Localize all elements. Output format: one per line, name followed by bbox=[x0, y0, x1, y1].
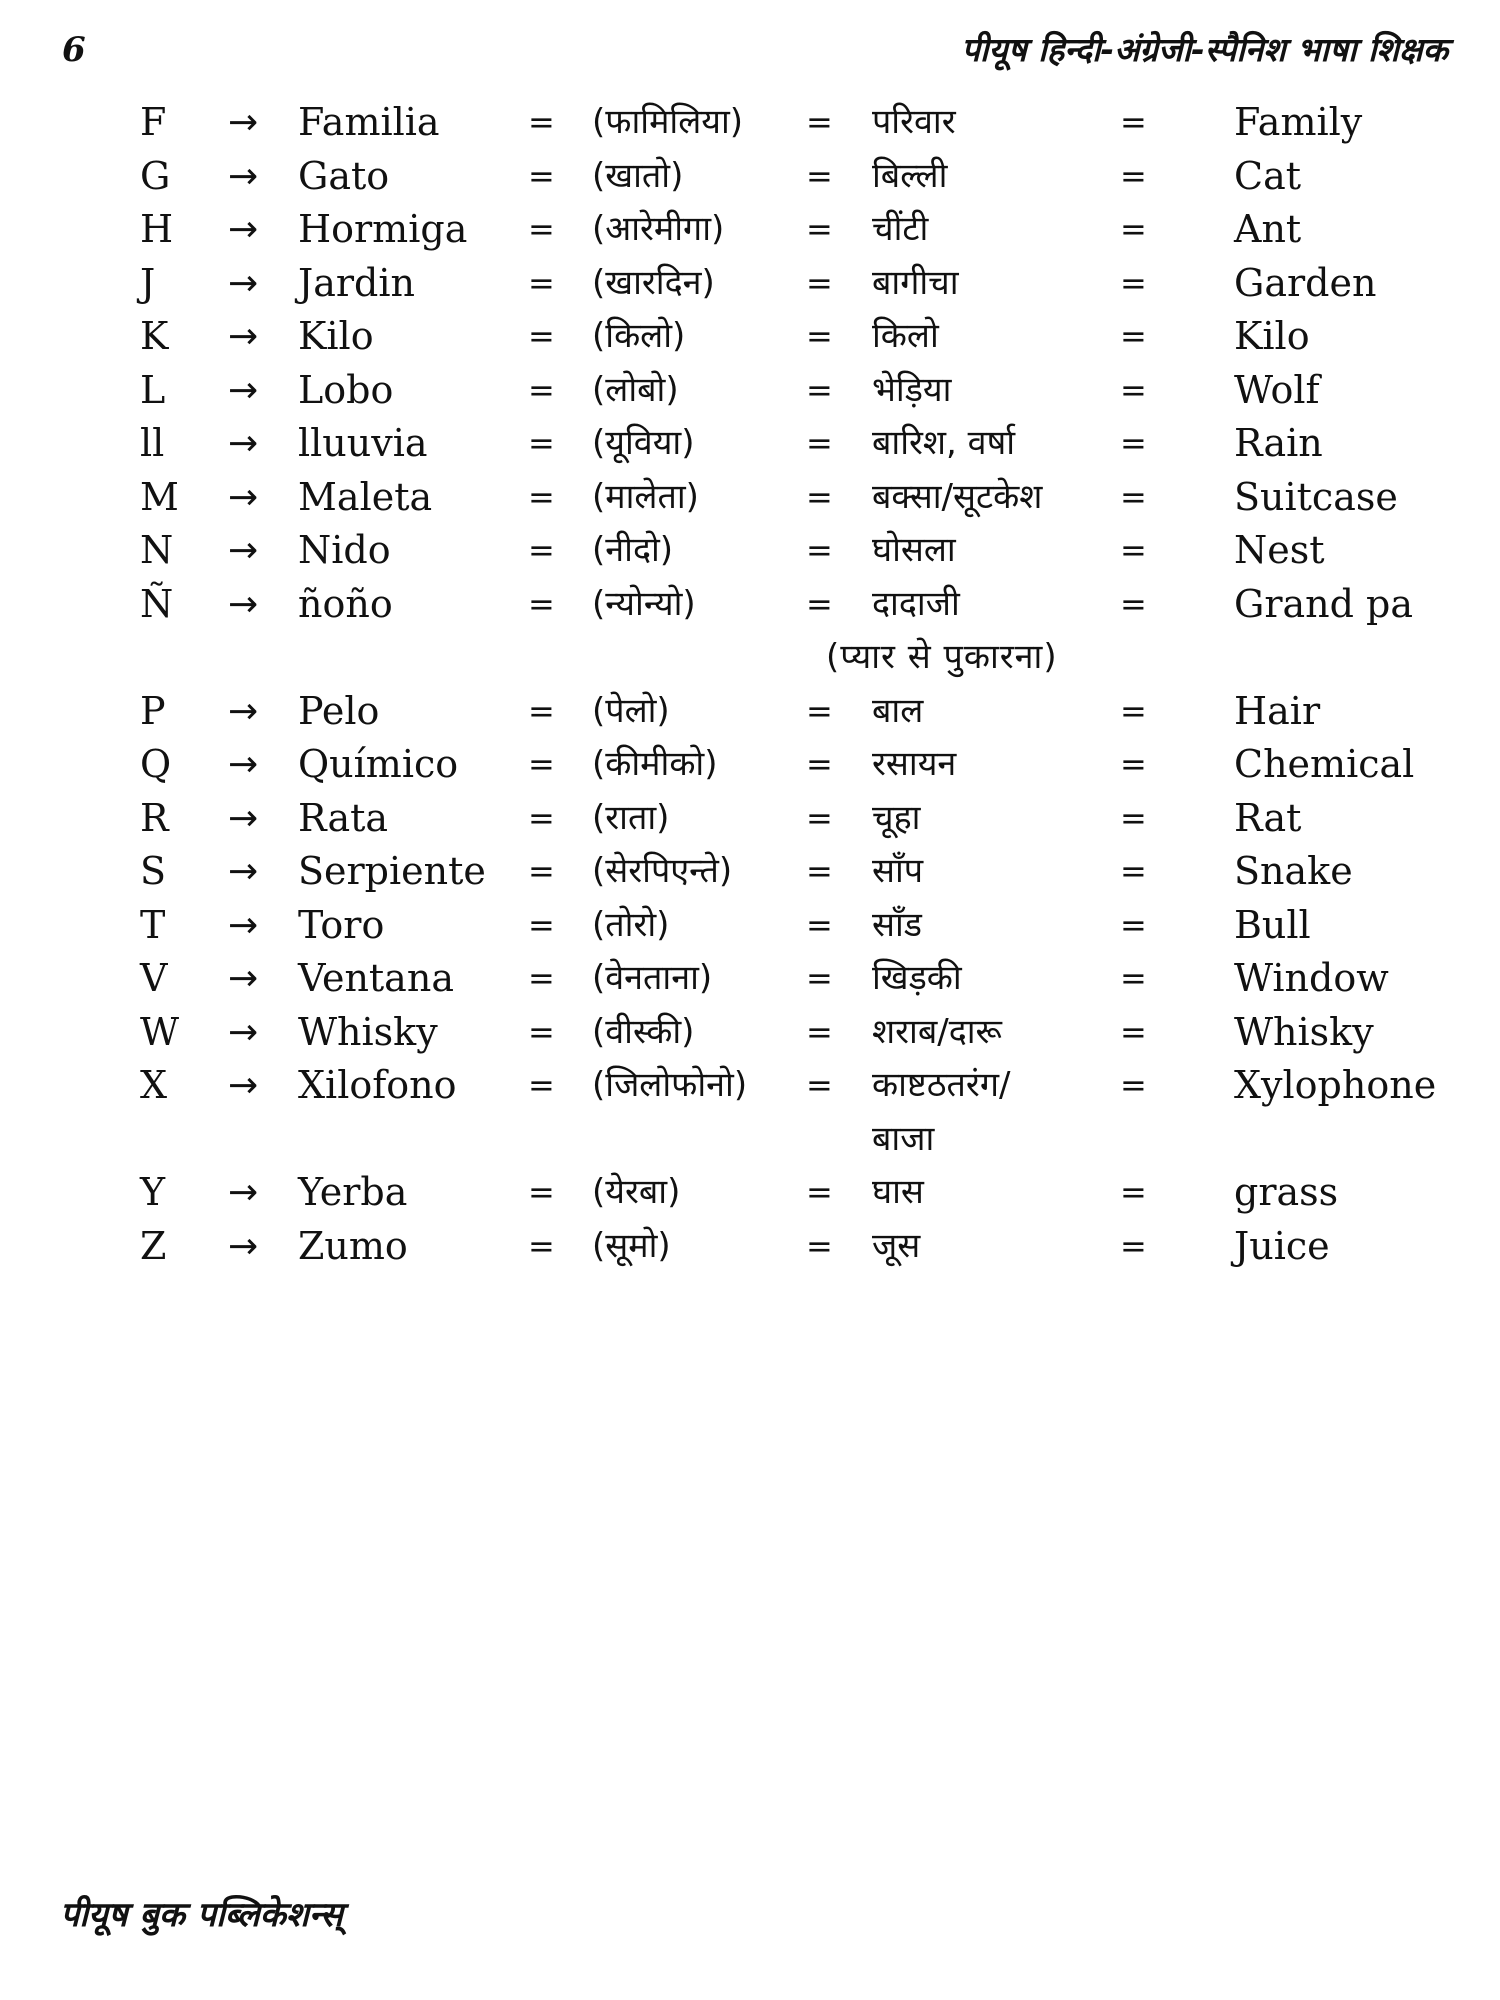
entry-letter: Z bbox=[140, 1223, 167, 1268]
hindi-meaning: परिवार bbox=[872, 102, 956, 142]
vocab-row-v bbox=[0, 952, 1500, 1006]
spanish-word: lluuvia bbox=[298, 421, 428, 465]
vocab-row-t bbox=[0, 899, 1500, 953]
hindi-meaning: किलो bbox=[872, 316, 939, 356]
pronunciation: (वेनताना) bbox=[592, 958, 713, 998]
entry-letter: K bbox=[140, 314, 169, 358]
vocabulary-list bbox=[0, 96, 1500, 1273]
usage-note: (प्यार से पुकारना) bbox=[826, 637, 1058, 677]
equals-sign: = bbox=[806, 424, 833, 462]
english-meaning: Kilo bbox=[1234, 314, 1310, 358]
vocab-row-r bbox=[0, 792, 1500, 846]
equals-sign: = bbox=[1120, 1012, 1147, 1051]
english-meaning: Hair bbox=[1234, 688, 1321, 733]
vocab-row-f bbox=[0, 96, 1500, 150]
equals-sign: = bbox=[528, 477, 555, 516]
pronunciation: (नीदो) bbox=[592, 530, 674, 570]
pronunciation: (पेलो) bbox=[592, 690, 670, 731]
arrow-icon: → bbox=[228, 744, 259, 785]
equals-sign: = bbox=[528, 370, 555, 409]
equals-sign: = bbox=[806, 317, 833, 355]
arrow-icon: → bbox=[228, 155, 259, 197]
equals-sign: = bbox=[528, 584, 555, 623]
equals-sign: = bbox=[806, 103, 833, 141]
entry-letter: G bbox=[140, 153, 171, 198]
spanish-word: Serpiente bbox=[298, 849, 486, 893]
pronunciation: (फामिलिया) bbox=[592, 102, 744, 142]
entry-letter: P bbox=[140, 688, 166, 733]
vocab-row-k bbox=[0, 310, 1500, 364]
arrow-icon: → bbox=[228, 1172, 259, 1213]
equals-sign: = bbox=[528, 1226, 555, 1265]
spanish-word: Lobo bbox=[298, 367, 394, 412]
equals-sign: = bbox=[528, 905, 555, 944]
equals-sign: = bbox=[528, 852, 555, 890]
equals-sign: = bbox=[528, 103, 555, 141]
arrow-icon: → bbox=[228, 369, 259, 411]
equals-sign: = bbox=[806, 798, 833, 837]
equals-sign: = bbox=[1120, 156, 1147, 195]
pronunciation: (जिलोफोनो) bbox=[592, 1065, 748, 1105]
hindi-meaning: खिड़की bbox=[872, 958, 962, 998]
hindi-meaning: भेड़िया bbox=[872, 369, 952, 410]
english-meaning: Grand pa bbox=[1234, 581, 1414, 626]
equals-sign: = bbox=[806, 370, 833, 409]
english-meaning: Snake bbox=[1234, 849, 1353, 893]
equals-sign: = bbox=[528, 1012, 555, 1051]
hindi-meaning: बारिश, वर्षा bbox=[872, 423, 1016, 463]
equals-sign: = bbox=[1120, 317, 1147, 355]
pronunciation: (कीमीको) bbox=[592, 744, 718, 784]
entry-letter: Q bbox=[140, 742, 172, 786]
arrow-icon: → bbox=[228, 1011, 259, 1053]
pronunciation: (न्योन्यो) bbox=[592, 583, 696, 624]
equals-sign: = bbox=[528, 263, 555, 302]
hindi-meaning: दादाजी bbox=[872, 583, 960, 624]
english-meaning: Nest bbox=[1234, 528, 1325, 572]
entry-letter: ll bbox=[140, 421, 165, 465]
pronunciation: (खातो) bbox=[592, 155, 684, 196]
equals-sign: = bbox=[528, 745, 555, 783]
equals-sign: = bbox=[528, 1173, 555, 1211]
equals-sign: = bbox=[528, 959, 555, 997]
vocab-row-l bbox=[0, 364, 1500, 418]
spanish-word: Zumo bbox=[298, 1223, 408, 1268]
entry-letter: L bbox=[140, 367, 166, 412]
english-meaning: Suitcase bbox=[1234, 474, 1398, 519]
equals-sign: = bbox=[528, 210, 555, 248]
equals-sign: = bbox=[1120, 477, 1147, 516]
hindi-meaning: घोसला bbox=[872, 530, 956, 570]
entry-letter: H bbox=[140, 207, 174, 251]
equals-sign: = bbox=[806, 263, 833, 302]
english-meaning: Ant bbox=[1234, 207, 1302, 251]
arrow-icon: → bbox=[228, 690, 259, 732]
equals-sign: = bbox=[806, 1066, 833, 1104]
hindi-meaning-continuation: बाजा bbox=[872, 1118, 935, 1159]
equals-sign: = bbox=[1120, 210, 1147, 248]
vocab-row-q bbox=[0, 738, 1500, 792]
english-meaning: Whisky bbox=[1234, 1009, 1374, 1054]
vocab-row-p bbox=[0, 685, 1500, 739]
equals-sign: = bbox=[806, 1173, 833, 1211]
spanish-word: Rata bbox=[298, 795, 389, 840]
hindi-meaning: घास bbox=[872, 1172, 924, 1212]
hindi-meaning: चूहा bbox=[872, 797, 921, 838]
grandpa-note-row bbox=[0, 631, 1500, 685]
spanish-word: ñoño bbox=[298, 581, 393, 626]
pronunciation: (लोबो) bbox=[592, 369, 679, 410]
spanish-word: Maleta bbox=[298, 474, 433, 519]
entry-letter: V bbox=[140, 956, 168, 1000]
spanish-word: Jardin bbox=[298, 260, 416, 305]
spanish-word: Químico bbox=[298, 742, 459, 786]
arrow-icon: → bbox=[228, 476, 259, 518]
spanish-word: Yerba bbox=[298, 1170, 408, 1214]
pronunciation: (तोरो) bbox=[592, 904, 670, 945]
pronunciation: (सूमो) bbox=[592, 1225, 671, 1266]
pronunciation: (खारदिन) bbox=[592, 262, 715, 303]
equals-sign: = bbox=[1120, 745, 1147, 783]
hindi-meaning: बक्सा/सूटकेश bbox=[872, 476, 1043, 517]
equals-sign: = bbox=[1120, 424, 1147, 462]
equals-sign: = bbox=[1120, 1226, 1147, 1265]
equals-sign: = bbox=[806, 156, 833, 195]
pronunciation: (राता) bbox=[592, 797, 670, 838]
arrow-icon: → bbox=[228, 1225, 259, 1267]
equals-sign: = bbox=[528, 691, 555, 730]
arrow-icon: → bbox=[228, 958, 259, 999]
vocab-row-m bbox=[0, 471, 1500, 525]
pronunciation: (येरबा) bbox=[592, 1172, 681, 1212]
equals-sign: = bbox=[806, 691, 833, 730]
spanish-word: Pelo bbox=[298, 688, 380, 733]
vocab-row-h bbox=[0, 203, 1500, 257]
spanish-word: Whisky bbox=[298, 1009, 438, 1054]
xylophone-continuation-row bbox=[0, 1113, 1500, 1167]
vocab-row-n bbox=[0, 524, 1500, 578]
vocab-row-ll bbox=[0, 417, 1500, 471]
equals-sign: = bbox=[528, 1066, 555, 1104]
equals-sign: = bbox=[1120, 1173, 1147, 1211]
equals-sign: = bbox=[806, 905, 833, 944]
entry-letter: T bbox=[140, 902, 166, 947]
spanish-word: Kilo bbox=[298, 314, 374, 358]
hindi-meaning: रसायन bbox=[872, 744, 957, 784]
pronunciation: (किलो) bbox=[592, 316, 686, 356]
arrow-icon: → bbox=[228, 102, 259, 143]
hindi-meaning: साँप bbox=[872, 851, 924, 891]
equals-sign: = bbox=[528, 424, 555, 462]
equals-sign: = bbox=[806, 852, 833, 890]
arrow-icon: → bbox=[228, 583, 259, 625]
pronunciation: (यूविया) bbox=[592, 423, 695, 463]
equals-sign: = bbox=[528, 317, 555, 355]
vocab-row-g bbox=[0, 150, 1500, 204]
equals-sign: = bbox=[1120, 531, 1147, 569]
equals-sign: = bbox=[1120, 103, 1147, 141]
hindi-meaning: बाल bbox=[872, 690, 924, 731]
arrow-icon: → bbox=[228, 423, 259, 464]
hindi-meaning: जूस bbox=[872, 1225, 921, 1266]
arrow-icon: → bbox=[228, 316, 259, 357]
vocab-row-w bbox=[0, 1006, 1500, 1060]
vocab-row-y bbox=[0, 1166, 1500, 1220]
spanish-word: Gato bbox=[298, 153, 390, 198]
equals-sign: = bbox=[1120, 798, 1147, 837]
arrow-icon: → bbox=[228, 530, 259, 571]
equals-sign: = bbox=[1120, 263, 1147, 302]
equals-sign: = bbox=[1120, 959, 1147, 997]
entry-letter: Ñ bbox=[140, 581, 174, 626]
english-meaning: Rain bbox=[1234, 421, 1323, 465]
english-meaning: Cat bbox=[1234, 153, 1302, 198]
equals-sign: = bbox=[806, 584, 833, 623]
arrow-icon: → bbox=[228, 1065, 259, 1106]
vocab-row-x bbox=[0, 1059, 1500, 1113]
arrow-icon: → bbox=[228, 904, 259, 946]
equals-sign: = bbox=[1120, 905, 1147, 944]
english-meaning: Juice bbox=[1234, 1223, 1330, 1268]
equals-sign: = bbox=[1120, 370, 1147, 409]
equals-sign: = bbox=[1120, 852, 1147, 890]
vocab-row-z bbox=[0, 1220, 1500, 1274]
spanish-word: Nido bbox=[298, 528, 391, 572]
pronunciation: (वीस्की) bbox=[592, 1011, 695, 1052]
english-meaning: Wolf bbox=[1234, 367, 1320, 412]
page-number: 6 bbox=[62, 30, 86, 70]
spanish-word: Ventana bbox=[298, 956, 454, 1000]
entry-letter: W bbox=[140, 1009, 180, 1054]
english-meaning: Xylophone bbox=[1234, 1063, 1437, 1107]
hindi-meaning: शराब/दारू bbox=[872, 1011, 1002, 1052]
equals-sign: = bbox=[1120, 1066, 1147, 1104]
equals-sign: = bbox=[806, 477, 833, 516]
arrow-icon: → bbox=[228, 209, 259, 250]
spanish-word: Hormiga bbox=[298, 207, 468, 251]
publisher-footer: पीयूष बुक पब्लिकेशन्स् bbox=[60, 1895, 343, 1935]
english-meaning: Bull bbox=[1234, 902, 1311, 947]
english-meaning: grass bbox=[1234, 1170, 1339, 1214]
equals-sign: = bbox=[528, 156, 555, 195]
pronunciation: (आरेमीगा) bbox=[592, 209, 725, 249]
english-meaning: Garden bbox=[1234, 260, 1377, 305]
equals-sign: = bbox=[806, 1012, 833, 1051]
hindi-meaning: साँड bbox=[872, 904, 922, 945]
equals-sign: = bbox=[806, 210, 833, 248]
arrow-icon: → bbox=[228, 797, 259, 839]
pronunciation: (मालेता) bbox=[592, 476, 699, 517]
entry-letter: F bbox=[140, 100, 167, 144]
hindi-meaning: बागीचा bbox=[872, 262, 959, 303]
equals-sign: = bbox=[806, 1226, 833, 1265]
vocab-row-enye bbox=[0, 578, 1500, 632]
english-meaning: Rat bbox=[1234, 795, 1302, 840]
entry-letter: X bbox=[140, 1063, 168, 1107]
english-meaning: Window bbox=[1234, 956, 1389, 1000]
entry-letter: S bbox=[140, 849, 167, 893]
arrow-icon: → bbox=[228, 851, 259, 892]
arrow-icon: → bbox=[228, 262, 259, 304]
equals-sign: = bbox=[528, 798, 555, 837]
equals-sign: = bbox=[806, 959, 833, 997]
equals-sign: = bbox=[806, 531, 833, 569]
equals-sign: = bbox=[528, 531, 555, 569]
spanish-word: Familia bbox=[298, 100, 440, 144]
equals-sign: = bbox=[806, 745, 833, 783]
vocab-row-s bbox=[0, 845, 1500, 899]
entry-letter: J bbox=[140, 260, 156, 305]
entry-letter: Y bbox=[140, 1170, 166, 1214]
hindi-meaning: चींटी bbox=[872, 209, 929, 249]
vocab-row-j bbox=[0, 257, 1500, 311]
entry-letter: R bbox=[140, 795, 169, 840]
equals-sign: = bbox=[1120, 584, 1147, 623]
hindi-meaning: काष्टठतरंग/ bbox=[872, 1065, 1011, 1105]
equals-sign: = bbox=[1120, 691, 1147, 730]
pronunciation: (सेरपिएन्ते) bbox=[592, 851, 733, 891]
spanish-word: Xilofono bbox=[298, 1063, 457, 1107]
english-meaning: Chemical bbox=[1234, 742, 1415, 786]
running-header-title: पीयूष हिन्दी-अंग्रेजी-स्पैनिश भाषा शिक्षक bbox=[961, 30, 1448, 69]
entry-letter: N bbox=[140, 528, 174, 572]
hindi-meaning: बिल्ली bbox=[872, 155, 948, 196]
entry-letter: M bbox=[140, 474, 179, 519]
english-meaning: Family bbox=[1234, 100, 1363, 144]
spanish-word: Toro bbox=[298, 902, 385, 947]
